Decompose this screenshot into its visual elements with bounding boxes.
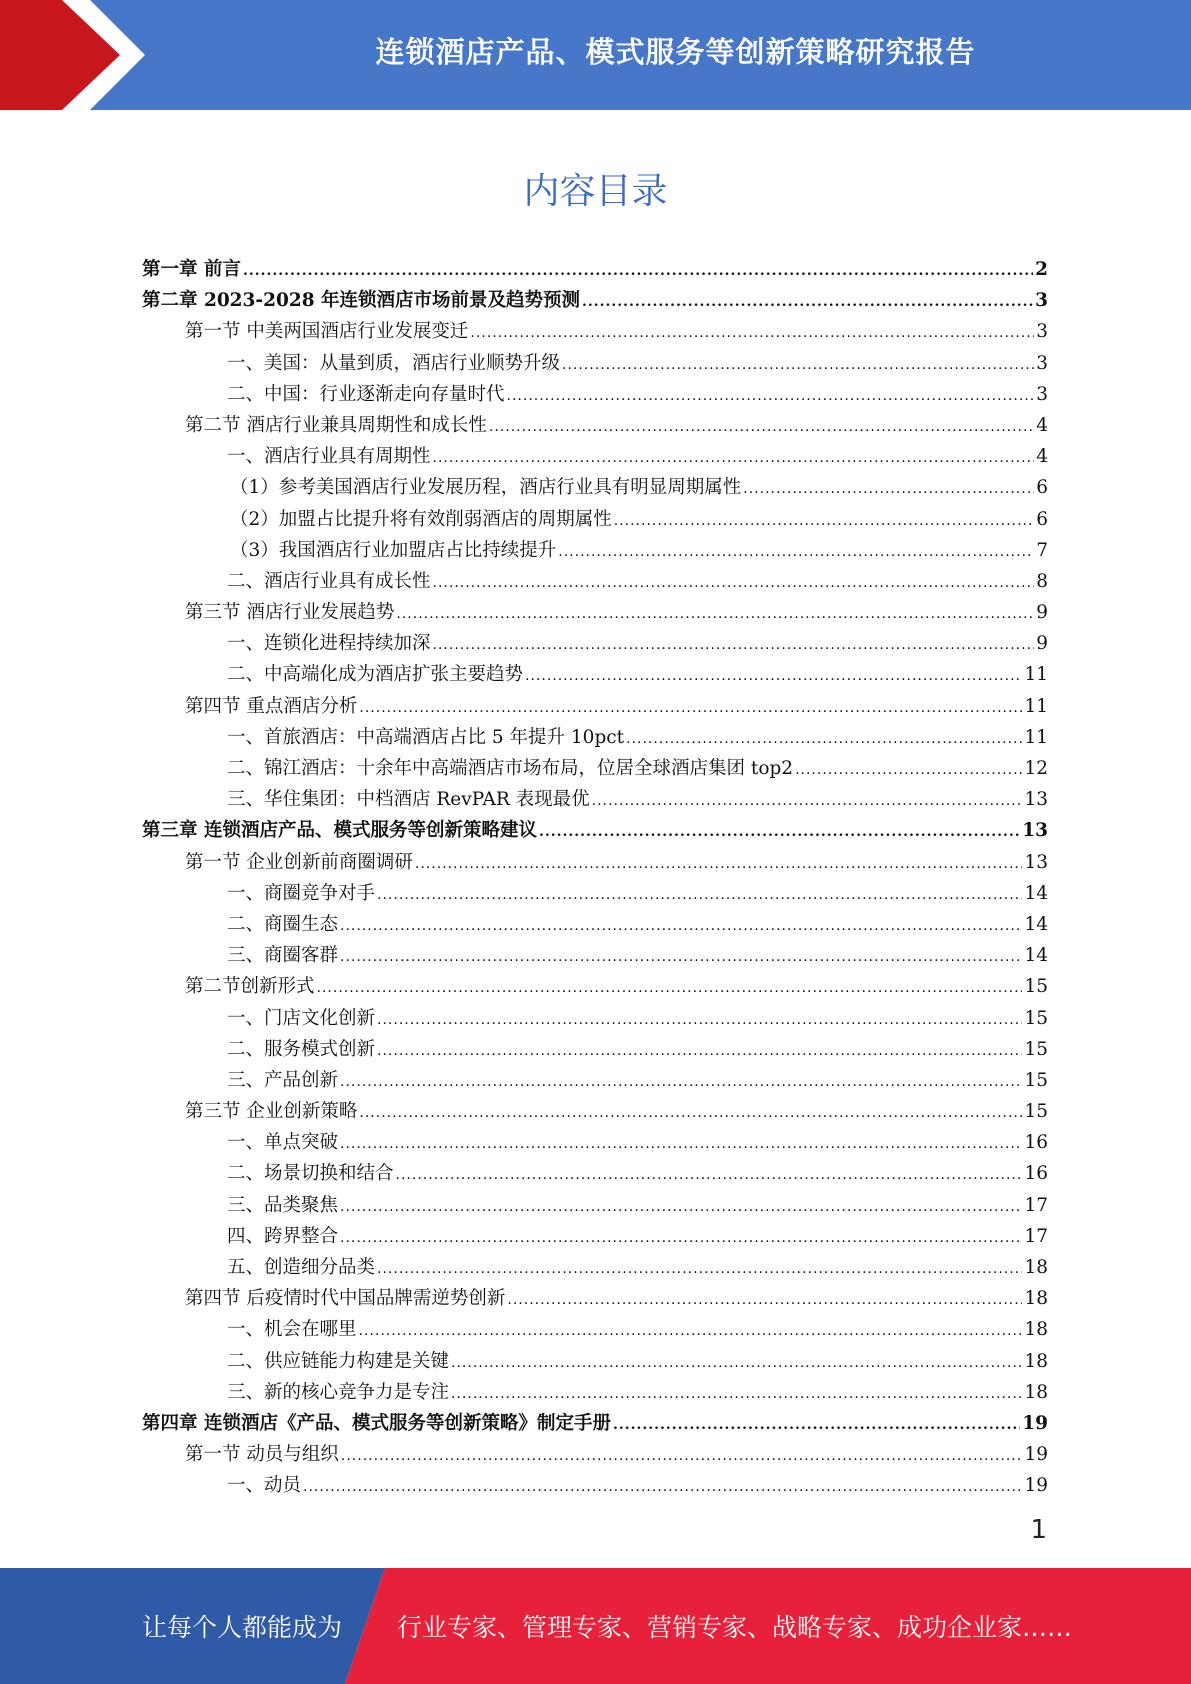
toc-entry[interactable] [142, 1221, 1048, 1252]
toc-entry-page: 9 [1036, 633, 1048, 655]
toc-dot-leader [359, 1316, 1023, 1347]
toc-entry[interactable] [142, 628, 1048, 659]
toc-entry-page: 18 [1024, 1350, 1048, 1372]
toc-entry-label: 第四章 连锁酒店《产品、模式服务等创新策略》制定手册 [142, 1412, 611, 1434]
toc-entry[interactable] [142, 940, 1048, 971]
toc-entry-page: 9 [1036, 602, 1048, 624]
toc-entry[interactable] [142, 1096, 1048, 1127]
toc-dot-leader [340, 942, 1022, 973]
toc-entry-page: 3 [1036, 383, 1048, 405]
toc-entry-label: 第一节 中美两国酒店行业发展变迁 [185, 321, 469, 343]
toc-entry-label: 第一章 前言 [142, 259, 241, 280]
toc-entry[interactable] [142, 753, 1048, 784]
toc-entry-page: 15 [1024, 976, 1048, 998]
toc-entry-page: 15 [1024, 1007, 1048, 1029]
toc-entry-page: 16 [1024, 1163, 1048, 1185]
toc-dot-leader [489, 412, 1034, 443]
toc-entry-page: 4 [1036, 414, 1048, 436]
toc-dot-leader [795, 755, 1022, 786]
toc-dot-leader [592, 786, 1023, 817]
toc-dot-leader [433, 568, 1035, 599]
toc-entry-label: 二、酒店行业具有成长性 [227, 570, 431, 592]
toc-entry-label: 三、产品创新 [227, 1069, 339, 1091]
toc-entry-label: 第二章 2023-2028 年连锁酒店市场前景及趋势预测 [142, 290, 581, 312]
toc-dot-leader [396, 599, 1034, 630]
toc-entry-label: 三、品类聚焦 [227, 1194, 339, 1216]
toc-dot-leader [451, 1379, 1022, 1410]
toc-dot-leader [377, 1036, 1022, 1067]
toc-entry-label: 一、连锁化进程持续加深 [227, 633, 431, 655]
toc-entry-page: 18 [1024, 1381, 1048, 1403]
toc-dot-leader [340, 1067, 1022, 1098]
toc-entry-label: 三、商圈客群 [227, 945, 339, 967]
toc-entry[interactable] [142, 566, 1048, 597]
toc-dot-leader [303, 1472, 1022, 1503]
toc-entry-label: 二、服务模式创新 [227, 1038, 376, 1060]
footer-slogan-left: 让每个人都能成为 [142, 1613, 343, 1642]
toc-entry-label: 一、商圈竞争对手 [227, 882, 376, 904]
toc-dot-leader [340, 911, 1022, 942]
toc-entry[interactable] [142, 316, 1048, 347]
toc-entry[interactable] [142, 1127, 1048, 1158]
toc-entry[interactable] [142, 1003, 1048, 1034]
toc-entry[interactable] [142, 441, 1048, 472]
toc-entry[interactable] [142, 1034, 1048, 1065]
toc-entry-page: 14 [1024, 882, 1048, 904]
toc-entry-page: 16 [1024, 1132, 1048, 1154]
toc-entry-page: 2 [1035, 259, 1048, 280]
toc-entry-label: 第一节 企业创新前商圈调研 [185, 851, 413, 873]
toc-entry-label: 一、首旅酒店：中高端酒店占比 5 年提升 10pct [227, 726, 625, 748]
toc-entry[interactable] [142, 1252, 1048, 1283]
toc-dot-leader [525, 661, 1022, 692]
toc-entry-page: 15 [1024, 1069, 1048, 1091]
toc-entry-label: 二、商圈生态 [227, 913, 339, 935]
toc-entry[interactable] [142, 348, 1048, 379]
toc-dot-leader [613, 1410, 1020, 1441]
toc-entry-page: 17 [1024, 1194, 1048, 1216]
toc-entry[interactable] [142, 1158, 1048, 1189]
toc-dot-leader [359, 1098, 1022, 1129]
toc-entry-label: （1）参考美国酒店行业发展历程，酒店行业具有明显周期属性 [230, 477, 742, 499]
toc-entry[interactable] [142, 597, 1048, 628]
toc-entry-label: （2）加盟占比提升将有效削弱酒店的周期属性 [230, 508, 612, 530]
toc-entry[interactable] [142, 472, 1048, 503]
toc-dot-leader [243, 256, 1033, 287]
toc-entry[interactable] [142, 722, 1048, 753]
toc-dot-leader [377, 1005, 1022, 1036]
toc-entry-page: 6 [1036, 477, 1048, 499]
toc-entry-page: 11 [1024, 664, 1048, 686]
toc-entry-page: 19 [1024, 1475, 1048, 1497]
page-number: 1 [1030, 1515, 1047, 1545]
footer-slogan-right: 行业专家、管理专家、营销专家、战略专家、成功企业家…… [397, 1613, 1073, 1642]
toc-entry-page: 13 [1022, 820, 1048, 842]
toc-entry-label: 三、新的核心竞争力是专注 [227, 1381, 450, 1403]
toc-entry-label: 五、创造细分品类 [227, 1257, 376, 1278]
toc-dot-leader [626, 724, 1022, 755]
toc-dot-leader [470, 318, 1034, 349]
toc-entry-page: 8 [1036, 570, 1048, 592]
toc-entry-label: 二、供应链能力构建是关键 [227, 1350, 450, 1372]
toc-entry-label: 一、单点突破 [227, 1132, 339, 1154]
toc-entry[interactable] [142, 1439, 1048, 1470]
toc-entry-page: 6 [1036, 508, 1048, 530]
toc-entry-page: 13 [1024, 851, 1048, 873]
toc-entry-page: 14 [1024, 945, 1048, 967]
footer-banner [0, 1568, 1191, 1684]
toc-entry-page: 17 [1024, 1225, 1048, 1247]
toc-dot-leader [340, 1223, 1022, 1254]
toc-entry-label: 一、美国：从量到质，酒店行业顺势升级 [227, 352, 561, 374]
toc-entry-label: 第三章 连锁酒店产品、模式服务等创新策略建议 [142, 820, 537, 842]
toc-dot-leader [507, 1285, 1022, 1316]
toc-dot-leader [582, 287, 1033, 318]
toc-entry[interactable] [142, 379, 1048, 410]
toc-dot-leader [317, 973, 1023, 1004]
toc-dot-leader [340, 1192, 1022, 1223]
toc-entry[interactable] [142, 815, 1048, 846]
toc-entry-label: 第三节 企业创新策略 [185, 1101, 358, 1123]
toc-entry-page: 12 [1024, 758, 1048, 779]
toc-entry[interactable] [142, 691, 1048, 722]
toc-dot-leader [415, 849, 1023, 880]
header-banner [0, 0, 1191, 110]
toc-entry[interactable] [142, 1470, 1048, 1501]
toc-entry-page: 15 [1024, 1038, 1048, 1060]
toc-dot-leader [377, 880, 1022, 911]
toc-entry[interactable] [142, 504, 1048, 535]
toc-entry[interactable] [142, 659, 1048, 690]
toc-dot-leader [539, 817, 1020, 848]
toc-entry-page: 14 [1024, 913, 1048, 935]
toc-entry-label: 第一节 动员与组织 [185, 1444, 339, 1466]
toc-entry-label: 二、中国：行业逐渐走向存量时代 [227, 383, 505, 405]
toc-entry[interactable] [142, 1314, 1048, 1345]
toc-entry[interactable] [142, 1408, 1048, 1439]
toc-entry-page: 18 [1024, 1257, 1048, 1278]
toc-entry-label: 一、门店文化创新 [227, 1007, 376, 1029]
toc-entry[interactable] [142, 971, 1048, 1002]
toc-title: 内容目录 [523, 171, 668, 212]
toc-dot-leader [433, 443, 1035, 474]
toc-entry-page: 11 [1024, 695, 1048, 717]
toc-entry[interactable] [142, 847, 1048, 878]
toc-dot-leader [359, 693, 1022, 724]
toc-entry[interactable] [142, 1377, 1048, 1408]
toc-entry-page: 18 [1024, 1319, 1048, 1341]
toc-entry[interactable] [142, 285, 1048, 316]
toc-entry-label: 第四节 重点酒店分析 [185, 695, 358, 717]
toc-dot-leader [558, 537, 1034, 568]
toc-entry-page: 15 [1024, 1101, 1048, 1123]
toc-dot-leader [451, 1348, 1022, 1379]
toc-entry-page: 7 [1036, 539, 1048, 561]
toc-entry-page: 3 [1036, 321, 1048, 343]
toc-dot-leader [433, 630, 1035, 661]
table-of-contents [142, 254, 1048, 1502]
toc-entry-label: 四、跨界整合 [227, 1225, 339, 1247]
toc-entry-label: 二、中高端化成为酒店扩张主要趋势 [227, 664, 524, 686]
toc-dot-leader [396, 1160, 1023, 1191]
toc-entry-page: 3 [1036, 352, 1048, 374]
toc-dot-leader [614, 506, 1034, 537]
toc-dot-leader [743, 474, 1034, 505]
toc-entry[interactable] [142, 535, 1048, 566]
toc-entry-page: 4 [1036, 446, 1048, 468]
toc-entry-label: （3）我国酒店行业加盟店占比持续提升 [230, 539, 557, 561]
toc-dot-leader [507, 381, 1035, 412]
toc-entry[interactable] [142, 1190, 1048, 1221]
toc-entry-page: 11 [1024, 726, 1048, 748]
toc-entry[interactable] [142, 909, 1048, 940]
toc-entry-page: 18 [1024, 1288, 1048, 1310]
toc-entry-page: 19 [1022, 1412, 1048, 1434]
toc-entry[interactable] [142, 878, 1048, 909]
toc-dot-leader [340, 1129, 1022, 1160]
toc-entry-label: 一、机会在哪里 [227, 1319, 357, 1341]
toc-entry-label: 二、锦江酒店：十余年中高端酒店市场布局，位居全球酒店集团 top2 [227, 758, 794, 779]
toc-entry-page: 13 [1024, 789, 1048, 811]
toc-entry[interactable] [142, 410, 1048, 441]
toc-entry[interactable] [142, 1283, 1048, 1314]
toc-entry-page: 3 [1035, 290, 1048, 312]
toc-dot-leader [377, 1254, 1022, 1285]
toc-dot-leader [562, 350, 1034, 381]
report-title: 连锁酒店产品、模式服务等创新策略研究报告 [375, 34, 976, 69]
toc-dot-leader [341, 1441, 1023, 1472]
toc-entry-page: 19 [1024, 1444, 1048, 1466]
toc-entry-label: 第二节 酒店行业兼具周期性和成长性 [185, 414, 487, 436]
toc-entry[interactable] [142, 1346, 1048, 1377]
toc-entry-label: 一、酒店行业具有周期性 [227, 446, 431, 468]
toc-entry[interactable] [142, 1065, 1048, 1096]
toc-entry-label: 二、场景切换和结合 [227, 1163, 394, 1185]
toc-entry-label: 第二节创新形式 [185, 976, 315, 998]
toc-entry-label: 三、华住集团：中档酒店 RevPAR 表现最优 [227, 789, 590, 811]
toc-entry[interactable] [142, 254, 1048, 285]
toc-entry[interactable] [142, 784, 1048, 815]
toc-entry-label: 第四节 后疫情时代中国品牌需逆势创新 [185, 1288, 506, 1310]
toc-entry-label: 一、动员 [227, 1475, 302, 1497]
toc-entry-label: 第三节 酒店行业发展趋势 [185, 602, 395, 624]
